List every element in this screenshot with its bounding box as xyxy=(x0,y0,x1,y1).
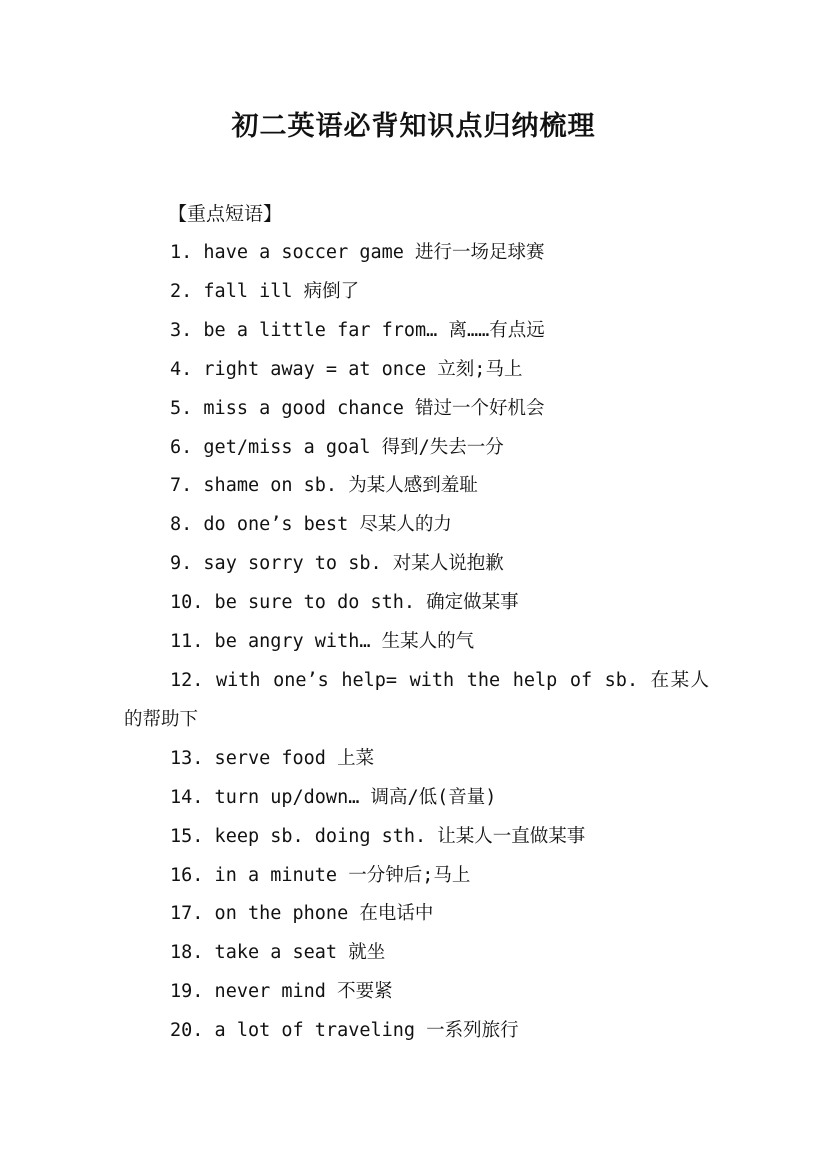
list-item: 3. be a little far from… 离……有点远 xyxy=(170,319,545,341)
list-item: 20. a lot of traveling 一系列旅行 xyxy=(170,1020,519,1042)
list-item: 16. in a minute 一分钟后;马上 xyxy=(170,864,471,886)
list-item: 9. say sorry to sb. 对某人说抱歉 xyxy=(170,553,504,575)
list-item: 15. keep sb. doing sth. 让某人一直做某事 xyxy=(170,825,586,847)
list-item: 6. get/miss a goal 得到/失去一分 xyxy=(170,436,504,458)
list-item: 8. do one’s best 尽某人的力 xyxy=(170,514,452,536)
list-item: 14. turn up/down… 调高/低(音量) xyxy=(170,786,497,808)
list-item: 17. on the phone 在电话中 xyxy=(170,903,434,925)
list-item: 13. serve food 上菜 xyxy=(170,747,375,769)
phrase-list xyxy=(124,234,709,1051)
document-title: 初二英语必背知识点归纳梳理 xyxy=(231,111,596,142)
list-item: 7. shame on sb. 为某人感到羞耻 xyxy=(170,475,478,497)
section-heading: 【重点短语】 xyxy=(168,203,283,225)
list-item: 19. never mind 不要紧 xyxy=(170,981,393,1003)
list-item: 4. right away = at once 立刻;马上 xyxy=(170,358,523,380)
list-item: 18. take a seat 就坐 xyxy=(170,942,386,964)
list-item: 5. miss a good chance 错过一个好机会 xyxy=(170,397,545,419)
list-item: 12. with one’s help= with the help of sb. 在某人的帮助下 xyxy=(124,669,709,730)
list-item: 1. have a soccer game 进行一场足球赛 xyxy=(170,242,545,263)
list-item: 11. be angry with… 生某人的气 xyxy=(170,631,475,653)
list-item: 2. fall ill 病倒了 xyxy=(170,280,360,302)
list-item: 10. be sure to do sth. 确定做某事 xyxy=(170,592,519,614)
